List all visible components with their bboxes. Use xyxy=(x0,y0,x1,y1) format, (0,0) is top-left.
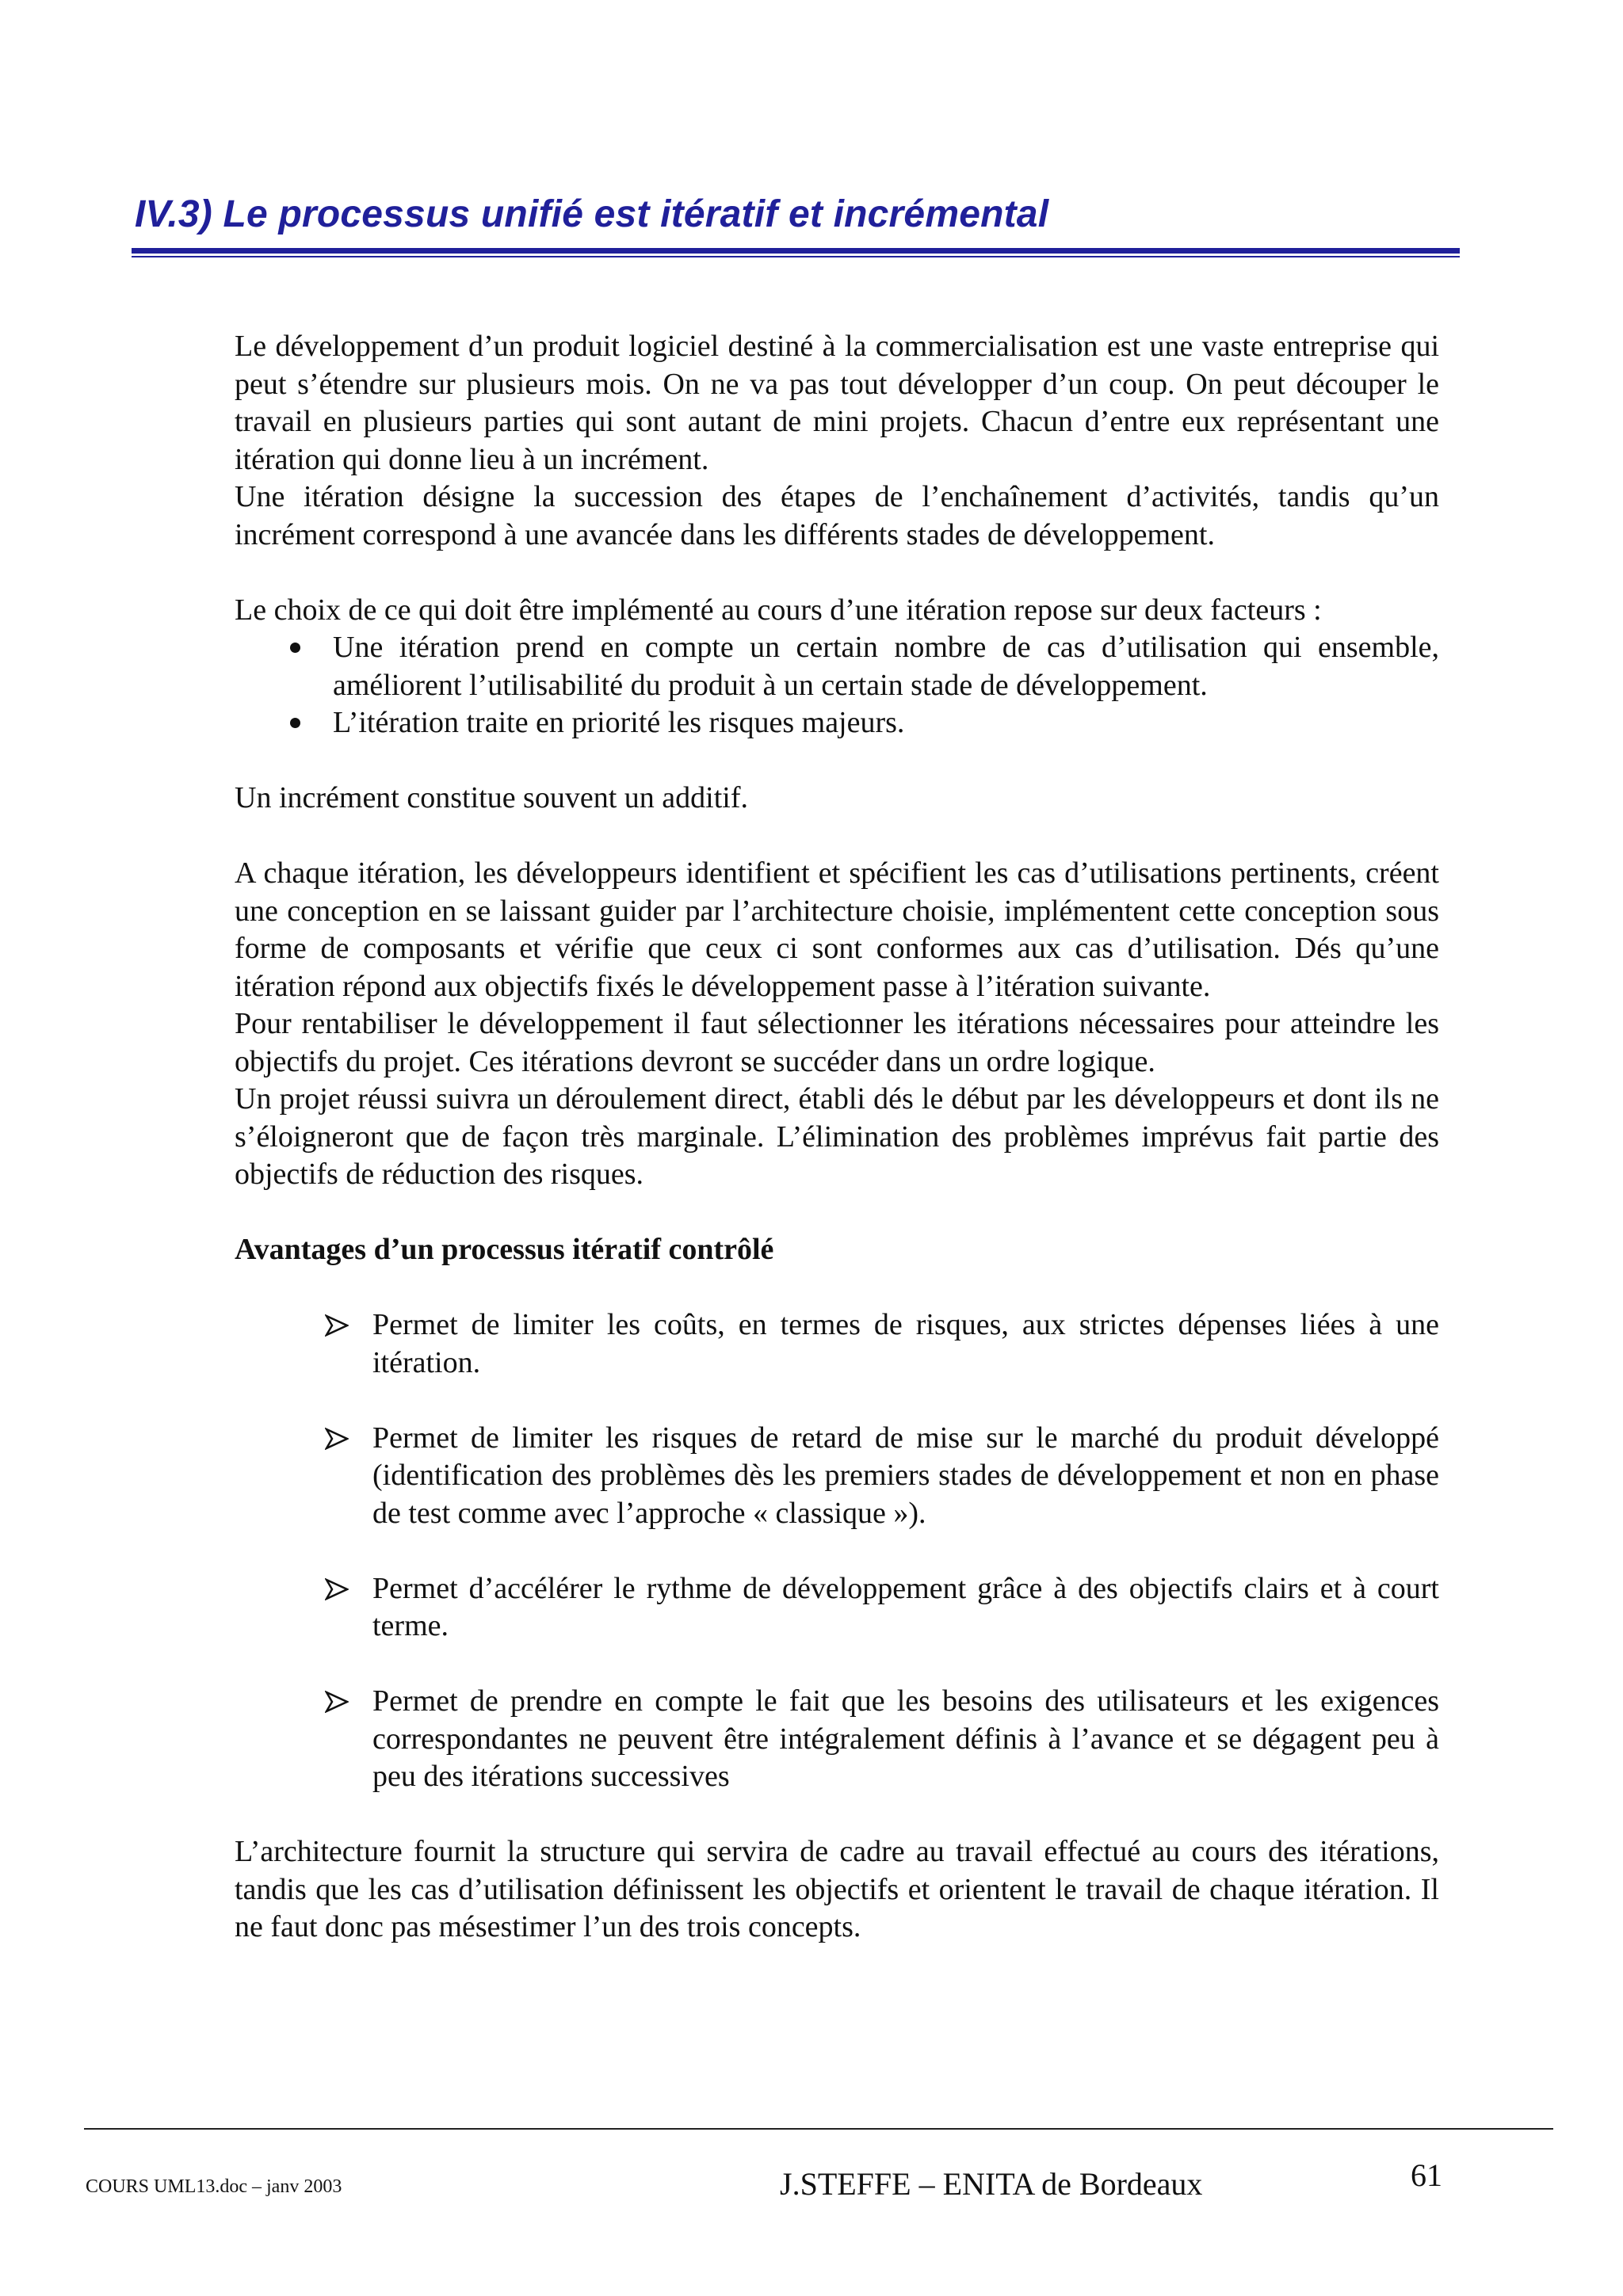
advantages-title: Avantages d’un processus itératif contrôlé xyxy=(235,1233,774,1266)
list-item: Une itération prend en compte un certain nombre de cas d’utilisation qui ensemble, améliorent l’utilisabilité du produit à un certain stade de développement. xyxy=(235,629,1439,704)
arrow-bullet-icon xyxy=(325,1314,349,1337)
list-item: L’itération traite en priorité les risques majeurs. xyxy=(235,704,1439,742)
list-item: Permet de limiter les coûts, en termes de risques, aux strictes dépenses liées à une itération. xyxy=(235,1306,1439,1382)
paragraph-iteration-definition: Une itération désigne la succession des étapes de l’enchaînement d’activités, tandis qu’un incrément correspond à une avancée dans les différents stades de développement. xyxy=(235,480,1439,551)
list-item: Permet de limiter les risques de retard de mise sur le marché du produit développé (identification des problèmes dès les premiers stades de développement et non en phase de test comme avec l’approche « classique »). xyxy=(235,1420,1439,1533)
arrow-bullet-icon xyxy=(325,1578,349,1600)
factors-list xyxy=(235,629,1439,742)
arrow-bullet-icon xyxy=(325,1428,349,1450)
bullet-icon xyxy=(290,718,300,728)
section-heading: IV.3) Le processus unifié est itératif et incrémental xyxy=(135,193,1049,235)
paragraph-choice: Le choix de ce qui doit être implémenté au cours d’une itération repose sur deux facteurs : xyxy=(235,593,1322,627)
advantages-list xyxy=(235,1306,1439,1796)
bullet-icon xyxy=(290,643,300,653)
heading-underline-thick xyxy=(132,248,1460,254)
paragraph-successful-project: Un projet réussi suivra un déroulement direct, établi dés le début par les développeurs et dont ils ne s’éloigneront que de façon très marginale. L’élimination des problèmes imprévus fait partie des objectifs de réduction des risques. xyxy=(235,1082,1439,1191)
list-item: Permet d’accélérer le rythme de développement grâce à des objectifs clairs et à court terme. xyxy=(235,1570,1439,1646)
heading-underline-thin xyxy=(132,256,1460,257)
paragraph-increment: Un incrément constitue souvent un additif. xyxy=(235,781,748,814)
footer-author: J.STEFFE – ENITA de Bordeaux xyxy=(780,2166,1203,2202)
arrow-bullet-icon xyxy=(325,1691,349,1713)
document-body xyxy=(235,328,1439,1947)
paragraph-each-iteration: A chaque itération, les développeurs identifient et spécifient les cas d’utilisations pertinents, créent une conception en se laissant guider par l’architecture choisie, implémentent cette conception sous forme de composants et vérifie que ceux ci sont conformes aux cas d’utilisation. Dés qu’une itération répond aux objectifs fixés le développement passe à l’itération suivante. xyxy=(235,856,1439,1003)
footer-divider xyxy=(84,2128,1553,2130)
page-number: 61 xyxy=(1411,2157,1442,2193)
paragraph-intro: Le développement d’un produit logiciel destiné à la commercialisation est une vaste entreprise qui peut s’étendre sur plusieurs mois. On ne va pas tout développer d’un coup. On peut découper le travail en plusieurs parties qui sont autant de mini projets. Chacun d’entre eux représentant une itération qui donne lieu à un incrément. xyxy=(235,330,1439,476)
footer-document-info: COURS UML13.doc – janv 2003 xyxy=(86,2176,342,2197)
paragraph-architecture: L’architecture fournit la structure qui servira de cadre au travail effectué au cours des itérations, tandis que les cas d’utilisation définissent les objectifs et orientent le travail de chaque itération. Il ne faut donc pas mésestimer l’un des trois concepts. xyxy=(235,1835,1439,1943)
paragraph-profitability: Pour rentabiliser le développement il faut sélectionner les itérations nécessaires pour atteindre les objectifs du projet. Ces itérations devront se succéder dans un ordre logique. xyxy=(235,1007,1439,1078)
list-item: Permet de prendre en compte le fait que les besoins des utilisateurs et les exigences correspondantes ne peuvent être intégralement définis à l’avance et se dégagent peu à peu des itérations successives xyxy=(235,1683,1439,1796)
